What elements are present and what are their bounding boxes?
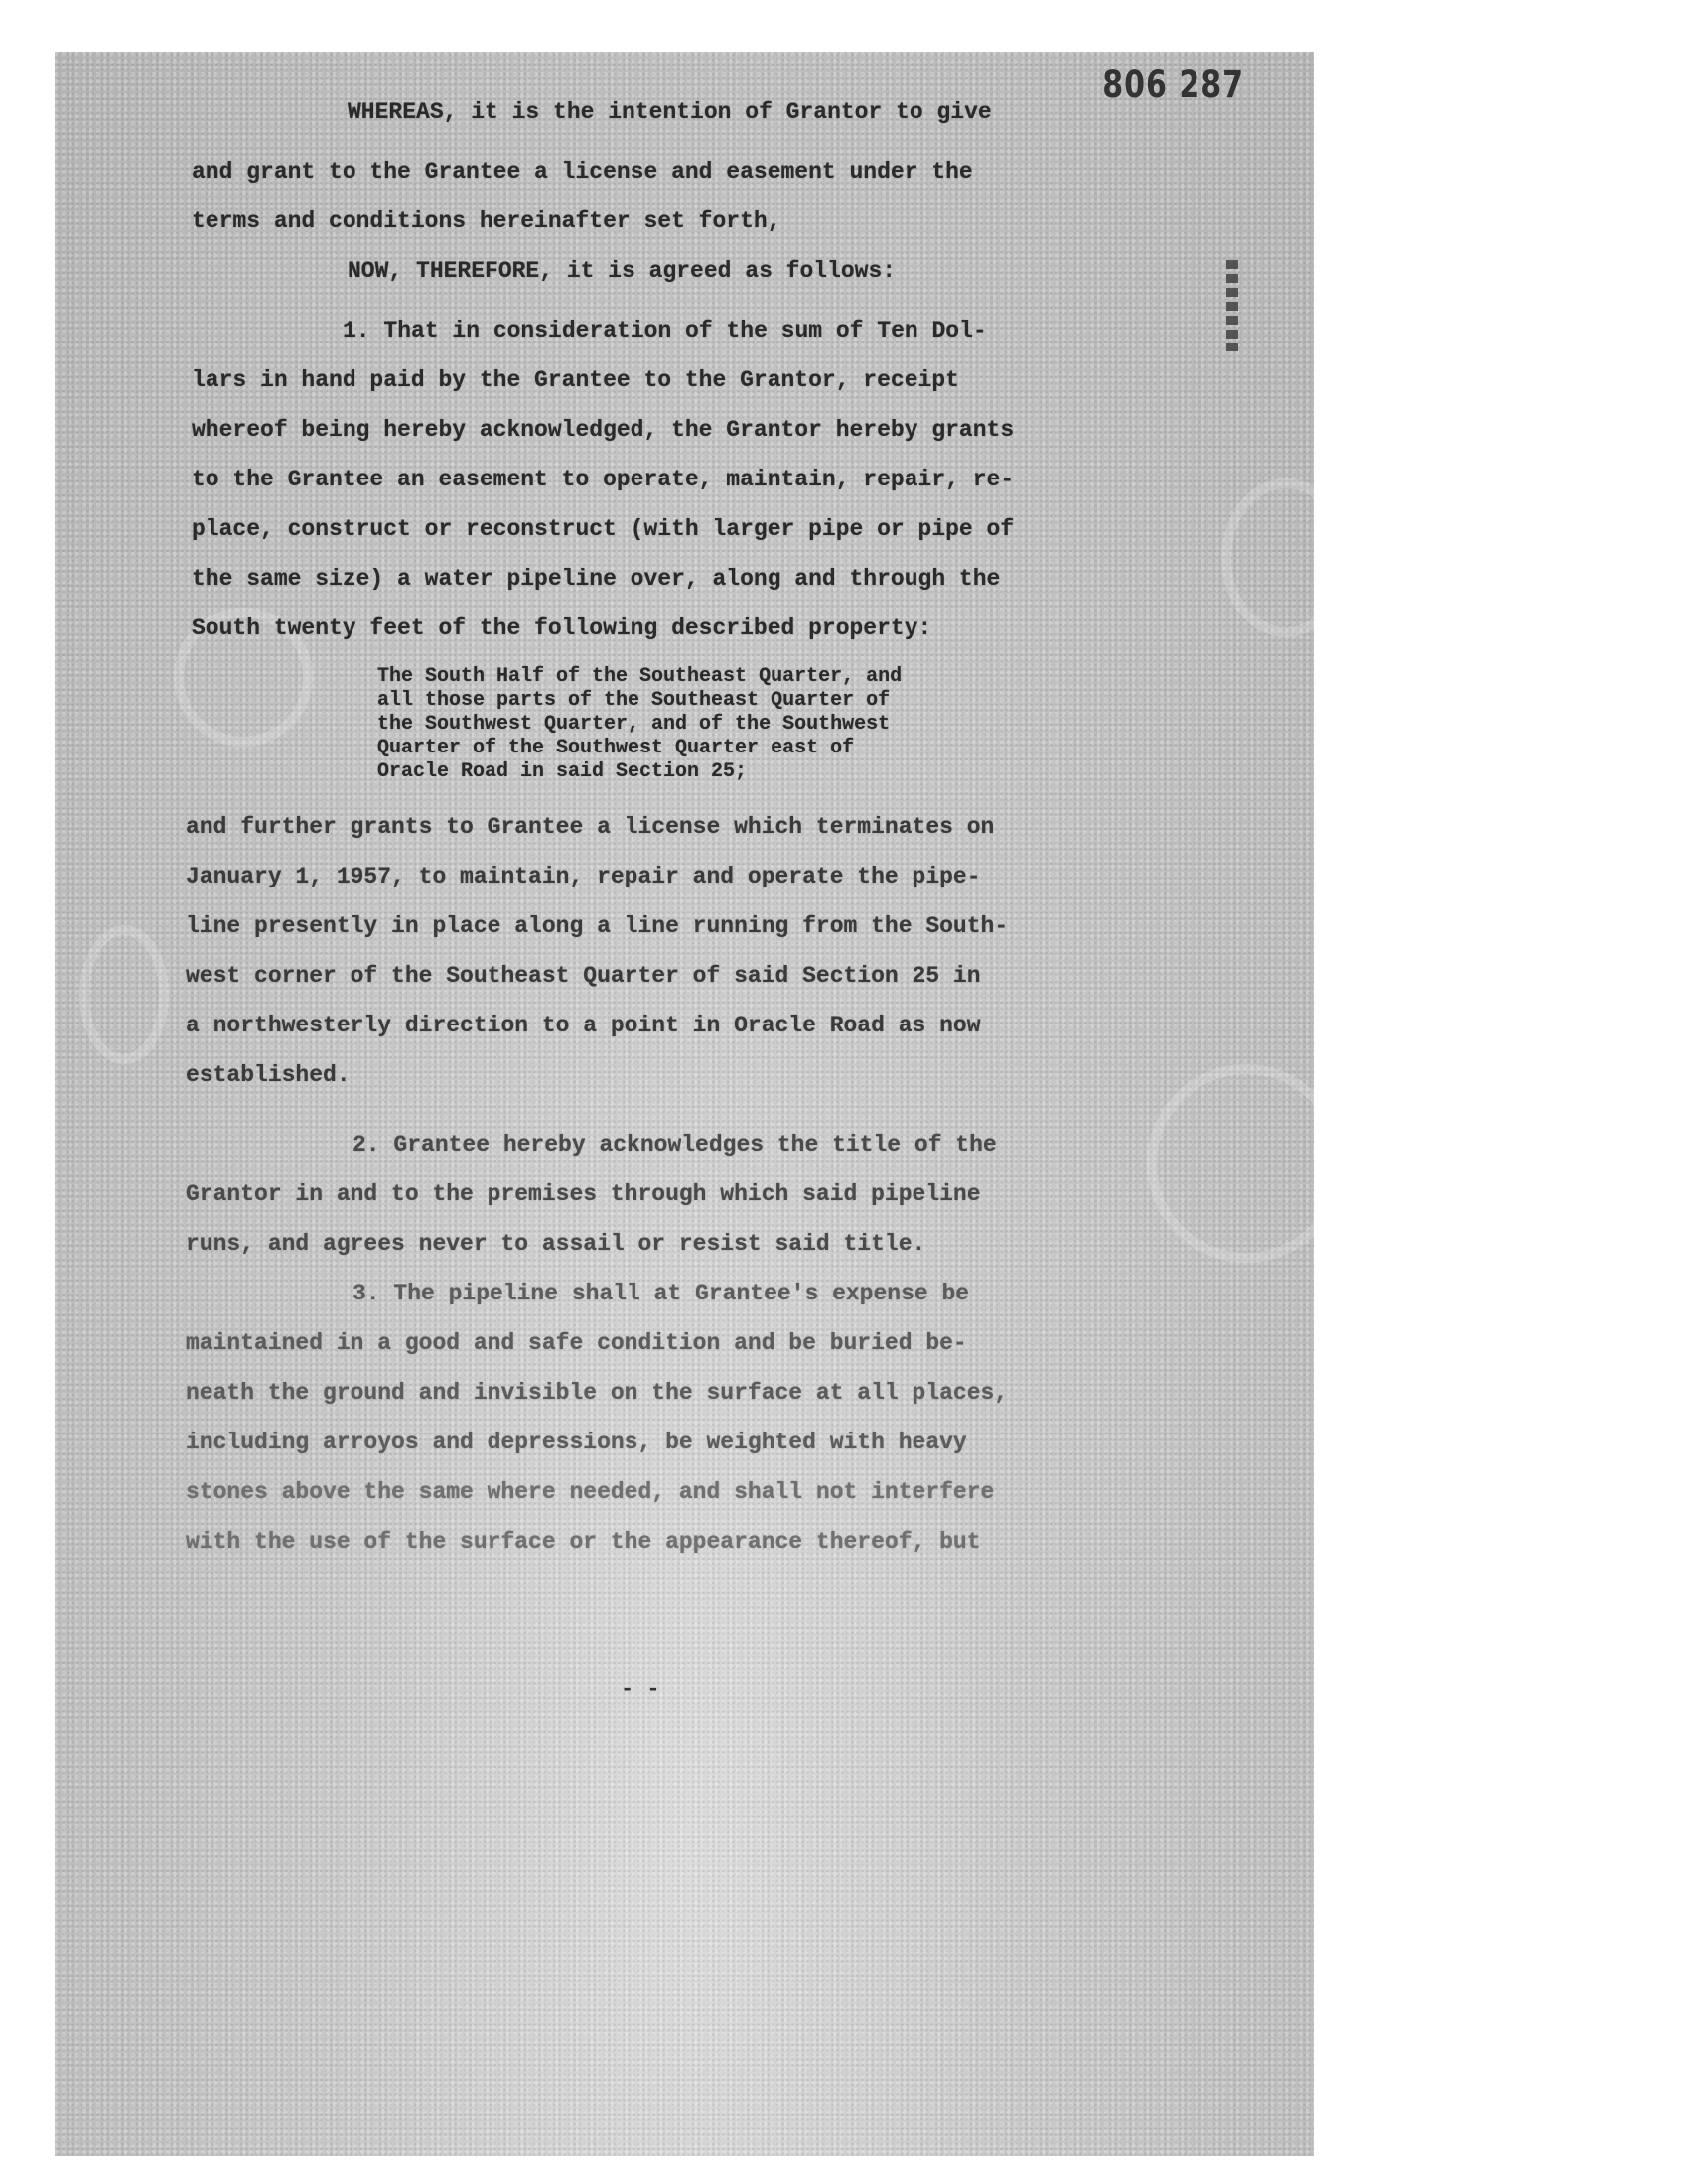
clause2-line-2: Grantor in and to the premises through which said pipeline bbox=[186, 1181, 981, 1207]
clause1-line-7: South twenty feet of the following described property: bbox=[192, 615, 932, 641]
clause3-line-3: neath the ground and invisible on the surface at all places, bbox=[186, 1380, 1009, 1406]
page-number: 287 bbox=[1179, 64, 1244, 107]
clause1-cont-line-5: a northwesterly direction to a point in Oracle Road as now bbox=[186, 1013, 981, 1038]
margin-recording-mark bbox=[1226, 260, 1238, 351]
clause3-line-6: with the use of the surface or the appearance thereof, but bbox=[186, 1529, 981, 1555]
clause3-line-5: stones above the same where needed, and shall not interfere bbox=[186, 1479, 995, 1505]
footer-mark: - - bbox=[621, 1677, 660, 1702]
now-therefore-line: NOW, THEREFORE, it is agreed as follows: bbox=[348, 258, 897, 284]
clause3-line-1: 3. The pipeline shall at Grantee's expense be bbox=[352, 1281, 970, 1306]
book-page-number bbox=[1102, 64, 1244, 107]
whereas-line-2: and grant to the Grantee a license and easement under the bbox=[192, 159, 973, 185]
clause1-cont-line-6: established. bbox=[186, 1062, 351, 1088]
faint-seal-margin-left bbox=[79, 925, 169, 1064]
faint-seal-right-middle bbox=[1147, 1064, 1314, 1263]
clause1-cont-line-1: and further grants to Grantee a license which terminates on bbox=[186, 814, 995, 840]
clause1-line-2: lars in hand paid by the Grantee to the Grantor, receipt bbox=[192, 367, 959, 393]
clause1-line-1: 1. That in consideration of the sum of Ten Dol- bbox=[343, 318, 987, 343]
clause1-cont-line-2: January 1, 1957, to maintain, repair and operate the pipe- bbox=[186, 864, 981, 889]
legal-line-3: the Southwest Quarter, and of the Southwest bbox=[377, 713, 891, 736]
legal-line-1: The South Half of the Southeast Quarter, and bbox=[377, 665, 903, 688]
clause3-line-4: including arroyos and depressions, be weighted with heavy bbox=[186, 1430, 967, 1455]
clause1-cont-line-3: line presently in place along a line running from the South- bbox=[186, 913, 1009, 939]
clause1-line-5: place, construct or reconstruct (with larger pipe or pipe of bbox=[192, 516, 1015, 542]
clause3-line-2: maintained in a good and safe condition and be buried be- bbox=[186, 1330, 967, 1356]
whereas-line-1: WHEREAS, it is the intention of Grantor to give bbox=[348, 99, 992, 125]
legal-line-4: Quarter of the Southwest Quarter east of bbox=[377, 737, 855, 759]
book-number: 806 bbox=[1102, 64, 1168, 107]
clause1-line-4: to the Grantee an easement to operate, maintain, repair, re- bbox=[192, 467, 1015, 492]
clause1-cont-line-4: west corner of the Southeast Quarter of said Section 25 in bbox=[186, 963, 981, 989]
legal-description bbox=[377, 665, 902, 784]
scanned-document bbox=[55, 52, 1314, 2156]
clause1-line-6: the same size) a water pipeline over, along and through the bbox=[192, 566, 1001, 592]
clause2-line-3: runs, and agrees never to assail or resist said title. bbox=[186, 1231, 926, 1257]
legal-line-5: Oracle Road in said Section 25; bbox=[377, 760, 748, 783]
clause1-line-3: whereof being hereby acknowledged, the Grantor hereby grants bbox=[192, 417, 1015, 443]
whereas-line-3: terms and conditions hereinafter set forth, bbox=[192, 208, 781, 234]
clause2-line-1: 2. Grantee hereby acknowledges the title of the bbox=[352, 1132, 997, 1158]
faint-seal-right-upper bbox=[1221, 478, 1314, 637]
legal-line-2: all those parts of the Southeast Quarter of bbox=[377, 689, 891, 712]
